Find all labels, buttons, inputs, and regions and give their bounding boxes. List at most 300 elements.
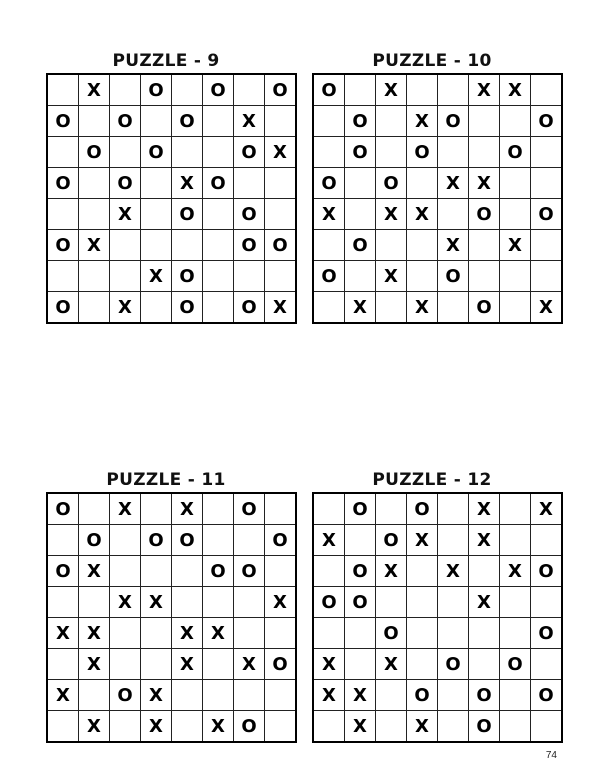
grid-cell[interactable] [172,556,203,587]
grid-cell[interactable]: X [438,230,469,261]
puzzle-grid [46,73,297,324]
grid-cell[interactable]: O [345,587,376,618]
grid-cell[interactable] [531,261,563,292]
grid-cell[interactable]: O [172,199,203,230]
grid-cell[interactable]: X [234,106,265,137]
grid-cell[interactable]: O [47,106,79,137]
grid-cell[interactable]: O [376,618,407,649]
grid-cell[interactable] [345,618,376,649]
puzzle-grid [312,73,563,324]
grid-cell[interactable]: X [531,292,563,324]
grid-cell[interactable] [376,230,407,261]
grid-cell[interactable]: X [141,587,172,618]
grid-row [47,292,296,324]
grid-cell[interactable] [141,618,172,649]
grid-cell[interactable] [345,74,376,106]
grid-cell[interactable] [500,261,531,292]
grid-row [47,618,296,649]
grid-cell[interactable]: O [172,525,203,556]
grid-cell[interactable] [203,137,234,168]
grid-cell[interactable] [79,106,110,137]
grid-row [313,261,562,292]
grid-cell[interactable] [110,74,141,106]
grid-cell[interactable]: X [172,493,203,525]
grid-cell[interactable] [531,230,563,261]
grid-row [313,556,562,587]
grid-cell[interactable]: X [141,711,172,743]
grid-cell[interactable] [203,292,234,324]
grid-cell[interactable] [79,168,110,199]
grid-cell[interactable]: O [376,525,407,556]
grid-cell[interactable]: X [79,556,110,587]
grid-cell[interactable]: O [469,711,500,743]
grid-cell[interactable] [500,711,531,743]
grid-cell[interactable] [407,556,438,587]
grid-cell[interactable] [265,711,297,743]
grid-cell[interactable]: X [110,199,141,230]
grid-cell[interactable] [172,230,203,261]
grid-cell[interactable] [500,493,531,525]
grid-cell[interactable] [531,74,563,106]
grid-cell[interactable]: X [438,556,469,587]
grid-cell[interactable]: X [110,292,141,324]
grid-cell[interactable] [172,587,203,618]
grid-row [313,711,562,743]
grid-cell[interactable] [234,74,265,106]
grid-cell[interactable] [531,525,563,556]
grid-cell[interactable] [234,587,265,618]
grid-cell[interactable]: O [234,137,265,168]
grid-row [47,711,296,743]
grid-cell[interactable]: O [79,137,110,168]
grid-cell[interactable] [265,618,297,649]
grid-cell[interactable]: O [265,649,297,680]
grid-cell[interactable] [141,649,172,680]
grid-cell[interactable]: O [234,199,265,230]
grid-cell[interactable] [265,556,297,587]
grid-row [313,493,562,525]
grid-cell[interactable]: O [234,556,265,587]
grid-cell[interactable] [407,618,438,649]
grid-cell[interactable]: X [345,711,376,743]
grid-cell[interactable]: X [313,680,345,711]
grid-cell[interactable] [469,230,500,261]
grid-cell[interactable]: X [376,199,407,230]
grid-cell[interactable]: O [47,292,79,324]
grid-cell[interactable]: O [313,168,345,199]
grid-row [313,74,562,106]
grid-cell[interactable] [469,261,500,292]
grid-cell[interactable]: O [172,261,203,292]
grid-cell[interactable] [234,680,265,711]
grid-cell[interactable]: X [203,618,234,649]
grid-cell[interactable] [438,493,469,525]
grid-cell[interactable]: X [407,106,438,137]
grid-row [313,292,562,324]
grid-cell[interactable] [141,556,172,587]
grid-cell[interactable]: X [47,618,79,649]
grid-cell[interactable] [500,525,531,556]
grid-cell[interactable] [47,74,79,106]
grid-cell[interactable]: X [203,711,234,743]
grid-cell[interactable]: X [469,587,500,618]
grid-cell[interactable] [438,292,469,324]
grid-cell[interactable] [531,711,563,743]
grid-row [47,587,296,618]
grid-cell[interactable] [172,74,203,106]
grid-cell[interactable] [376,137,407,168]
puzzle-title: PUZZLE - 11 [106,470,226,490]
grid-cell[interactable] [265,168,297,199]
grid-cell[interactable]: X [79,649,110,680]
grid-cell[interactable] [500,680,531,711]
grid-cell[interactable] [376,292,407,324]
grid-cell[interactable]: X [79,230,110,261]
grid-cell[interactable]: O [407,493,438,525]
grid-cell[interactable] [376,587,407,618]
grid-cell[interactable] [407,168,438,199]
grid-cell[interactable]: X [376,556,407,587]
grid-row [47,493,296,525]
grid-cell[interactable]: O [407,680,438,711]
grid-cell[interactable]: O [500,649,531,680]
grid-cell[interactable] [141,230,172,261]
grid-cell[interactable]: O [345,230,376,261]
grid-cell[interactable] [469,618,500,649]
grid-cell[interactable]: O [141,525,172,556]
grid-cell[interactable]: O [407,137,438,168]
grid-cell[interactable]: O [313,74,345,106]
grid-cell[interactable]: O [438,649,469,680]
grid-cell[interactable] [172,680,203,711]
grid-cell[interactable]: O [265,525,297,556]
grid-cell[interactable]: X [313,199,345,230]
grid-cell[interactable]: O [469,199,500,230]
grid-cell[interactable]: X [469,525,500,556]
grid-cell[interactable] [500,199,531,230]
grid-cell[interactable] [313,106,345,137]
grid-row [313,137,562,168]
grid-cell[interactable]: X [47,680,79,711]
grid-cell[interactable]: X [79,618,110,649]
grid-cell[interactable] [345,649,376,680]
grid-cell[interactable]: X [407,292,438,324]
grid-row [313,680,562,711]
grid-cell[interactable] [345,199,376,230]
grid-cell[interactable]: X [531,493,563,525]
grid-cell[interactable]: O [265,74,297,106]
grid-row [313,525,562,556]
grid-row [47,649,296,680]
grid-cell[interactable] [469,106,500,137]
grid-row [313,168,562,199]
grid-cell[interactable]: O [438,106,469,137]
grid-cell[interactable]: X [376,261,407,292]
puzzle-title: PUZZLE - 9 [112,51,220,71]
grid-cell[interactable]: X [172,618,203,649]
grid-cell[interactable] [265,261,297,292]
grid-cell[interactable]: O [141,74,172,106]
grid-cell[interactable]: X [110,493,141,525]
grid-row [47,137,296,168]
grid-cell[interactable] [110,525,141,556]
grid-cell[interactable]: O [110,106,141,137]
grid-cell[interactable] [500,587,531,618]
grid-cell[interactable] [141,168,172,199]
grid-cell[interactable]: O [531,556,563,587]
grid-cell[interactable] [79,680,110,711]
grid-cell[interactable]: X [469,493,500,525]
grid-cell[interactable] [438,199,469,230]
grid-cell[interactable] [47,199,79,230]
grid-cell[interactable]: X [265,587,297,618]
grid-cell[interactable]: X [141,680,172,711]
grid-cell[interactable] [79,199,110,230]
grid-row [47,199,296,230]
grid-cell[interactable]: X [172,649,203,680]
puzzle-title: PUZZLE - 12 [372,470,492,490]
grid-cell[interactable]: O [345,493,376,525]
grid-cell[interactable] [438,587,469,618]
grid-row [47,525,296,556]
grid-cell[interactable] [500,292,531,324]
grid-cell[interactable] [47,525,79,556]
grid-cell[interactable] [203,680,234,711]
grid-cell[interactable] [110,556,141,587]
grid-cell[interactable]: X [345,292,376,324]
grid-cell[interactable] [141,292,172,324]
grid-cell[interactable] [172,137,203,168]
grid-cell[interactable] [234,168,265,199]
grid-cell[interactable]: X [376,74,407,106]
grid-cell[interactable] [265,493,297,525]
grid-cell[interactable] [438,74,469,106]
page-number: 74 [545,750,557,761]
grid-cell[interactable] [79,587,110,618]
grid-cell[interactable] [79,261,110,292]
grid-cell[interactable]: O [110,680,141,711]
grid-cell[interactable] [47,649,79,680]
grid-cell[interactable] [313,230,345,261]
grid-cell[interactable] [469,556,500,587]
grid-cell[interactable]: X [234,649,265,680]
grid-row [47,556,296,587]
grid-cell[interactable] [345,168,376,199]
grid-row [313,587,562,618]
grid-cell[interactable] [313,618,345,649]
grid-cell[interactable] [110,711,141,743]
puzzle-10 [312,49,552,324]
grid-cell[interactable] [376,680,407,711]
grid-cell[interactable]: O [234,493,265,525]
grid-cell[interactable]: O [203,556,234,587]
grid-cell[interactable] [345,261,376,292]
grid-cell[interactable] [234,525,265,556]
grid-cell[interactable] [469,137,500,168]
grid-cell[interactable] [203,493,234,525]
grid-cell[interactable] [234,618,265,649]
grid-cell[interactable] [203,230,234,261]
grid-cell[interactable] [407,587,438,618]
grid-cell[interactable] [313,493,345,525]
grid-cell[interactable]: O [469,680,500,711]
grid-cell[interactable]: X [345,680,376,711]
grid-cell[interactable] [313,292,345,324]
grid-row [47,74,296,106]
grid-cell[interactable] [500,168,531,199]
grid-cell[interactable]: O [79,525,110,556]
grid-cell[interactable]: O [172,106,203,137]
grid-cell[interactable] [438,618,469,649]
grid-cell[interactable] [438,680,469,711]
grid-cell[interactable]: X [141,261,172,292]
grid-cell[interactable] [531,137,563,168]
grid-cell[interactable] [234,261,265,292]
grid-cell[interactable]: X [172,168,203,199]
grid-cell[interactable] [47,587,79,618]
grid-cell[interactable] [376,106,407,137]
grid-row [313,230,562,261]
grid-row [313,618,562,649]
grid-cell[interactable]: X [438,168,469,199]
grid-cell[interactable] [376,493,407,525]
grid-cell[interactable] [110,618,141,649]
grid-cell[interactable] [110,137,141,168]
grid-cell[interactable]: X [407,199,438,230]
grid-cell[interactable]: O [313,261,345,292]
grid-cell[interactable] [47,261,79,292]
grid-cell[interactable] [531,649,563,680]
grid-cell[interactable] [438,711,469,743]
grid-row [313,199,562,230]
grid-cell[interactable] [438,137,469,168]
grid-cell[interactable] [265,680,297,711]
grid-cell[interactable]: X [79,711,110,743]
puzzle-11 [46,468,286,743]
grid-cell[interactable]: O [345,106,376,137]
grid-cell[interactable]: O [203,74,234,106]
grid-cell[interactable]: O [234,230,265,261]
grid-cell[interactable]: X [313,649,345,680]
grid-cell[interactable]: X [407,525,438,556]
grid-row [313,649,562,680]
grid-cell[interactable] [438,525,469,556]
grid-cell[interactable] [110,649,141,680]
grid-cell[interactable]: O [234,292,265,324]
grid-cell[interactable] [376,711,407,743]
grid-cell[interactable]: X [500,74,531,106]
grid-cell[interactable] [203,261,234,292]
puzzle-title: PUZZLE - 10 [372,51,492,71]
grid-row [313,106,562,137]
grid-cell[interactable] [110,261,141,292]
grid-cell[interactable] [265,106,297,137]
grid-cell[interactable]: O [531,106,563,137]
grid-cell[interactable]: O [234,711,265,743]
puzzle-grid [312,492,563,743]
grid-cell[interactable]: X [110,587,141,618]
grid-cell[interactable] [141,199,172,230]
grid-cell[interactable] [500,618,531,649]
grid-cell[interactable]: X [79,74,110,106]
grid-cell[interactable]: X [265,137,297,168]
grid-row [47,168,296,199]
grid-cell[interactable]: X [407,711,438,743]
grid-cell[interactable]: X [376,649,407,680]
grid-cell[interactable]: O [376,168,407,199]
grid-cell[interactable] [110,230,141,261]
grid-cell[interactable] [141,493,172,525]
grid-cell[interactable] [531,168,563,199]
grid-cell[interactable]: O [531,199,563,230]
grid-cell[interactable] [313,137,345,168]
grid-cell[interactable] [47,711,79,743]
grid-cell[interactable]: O [500,137,531,168]
grid-cell[interactable] [203,649,234,680]
grid-cell[interactable] [407,74,438,106]
grid-cell[interactable]: O [203,168,234,199]
grid-cell[interactable] [141,106,172,137]
grid-cell[interactable]: O [47,493,79,525]
grid-cell[interactable] [203,199,234,230]
grid-cell[interactable]: O [438,261,469,292]
grid-cell[interactable]: O [345,556,376,587]
puzzle-9 [46,49,286,324]
grid-cell[interactable] [500,106,531,137]
grid-cell[interactable] [345,525,376,556]
grid-cell[interactable]: O [47,168,79,199]
grid-cell[interactable]: O [531,618,563,649]
grid-cell[interactable]: X [469,168,500,199]
grid-cell[interactable]: O [47,556,79,587]
grid-cell[interactable]: O [265,230,297,261]
grid-cell[interactable]: O [531,680,563,711]
grid-cell[interactable] [313,711,345,743]
grid-cell[interactable]: X [313,525,345,556]
grid-cell[interactable] [172,711,203,743]
grid-cell[interactable] [79,493,110,525]
grid-row [47,261,296,292]
grid-cell[interactable] [407,649,438,680]
grid-row [47,230,296,261]
grid-row [47,106,296,137]
puzzle-grid [46,492,297,743]
grid-cell[interactable]: O [172,292,203,324]
grid-cell[interactable] [203,106,234,137]
grid-cell[interactable] [313,556,345,587]
puzzle-12 [312,468,552,743]
grid-cell[interactable]: O [141,137,172,168]
grid-cell[interactable]: O [469,292,500,324]
grid-cell[interactable] [407,230,438,261]
grid-cell[interactable]: O [110,168,141,199]
grid-cell[interactable] [203,525,234,556]
grid-cell[interactable] [79,292,110,324]
grid-cell[interactable]: X [265,292,297,324]
grid-cell[interactable] [265,199,297,230]
grid-cell[interactable]: O [313,587,345,618]
grid-cell[interactable] [203,587,234,618]
grid-cell[interactable]: X [500,230,531,261]
grid-cell[interactable]: O [345,137,376,168]
grid-cell[interactable] [531,587,563,618]
grid-cell[interactable]: X [500,556,531,587]
grid-cell[interactable] [407,261,438,292]
grid-cell[interactable]: X [469,74,500,106]
grid-cell[interactable] [47,137,79,168]
grid-cell[interactable]: O [47,230,79,261]
grid-cell[interactable] [469,649,500,680]
